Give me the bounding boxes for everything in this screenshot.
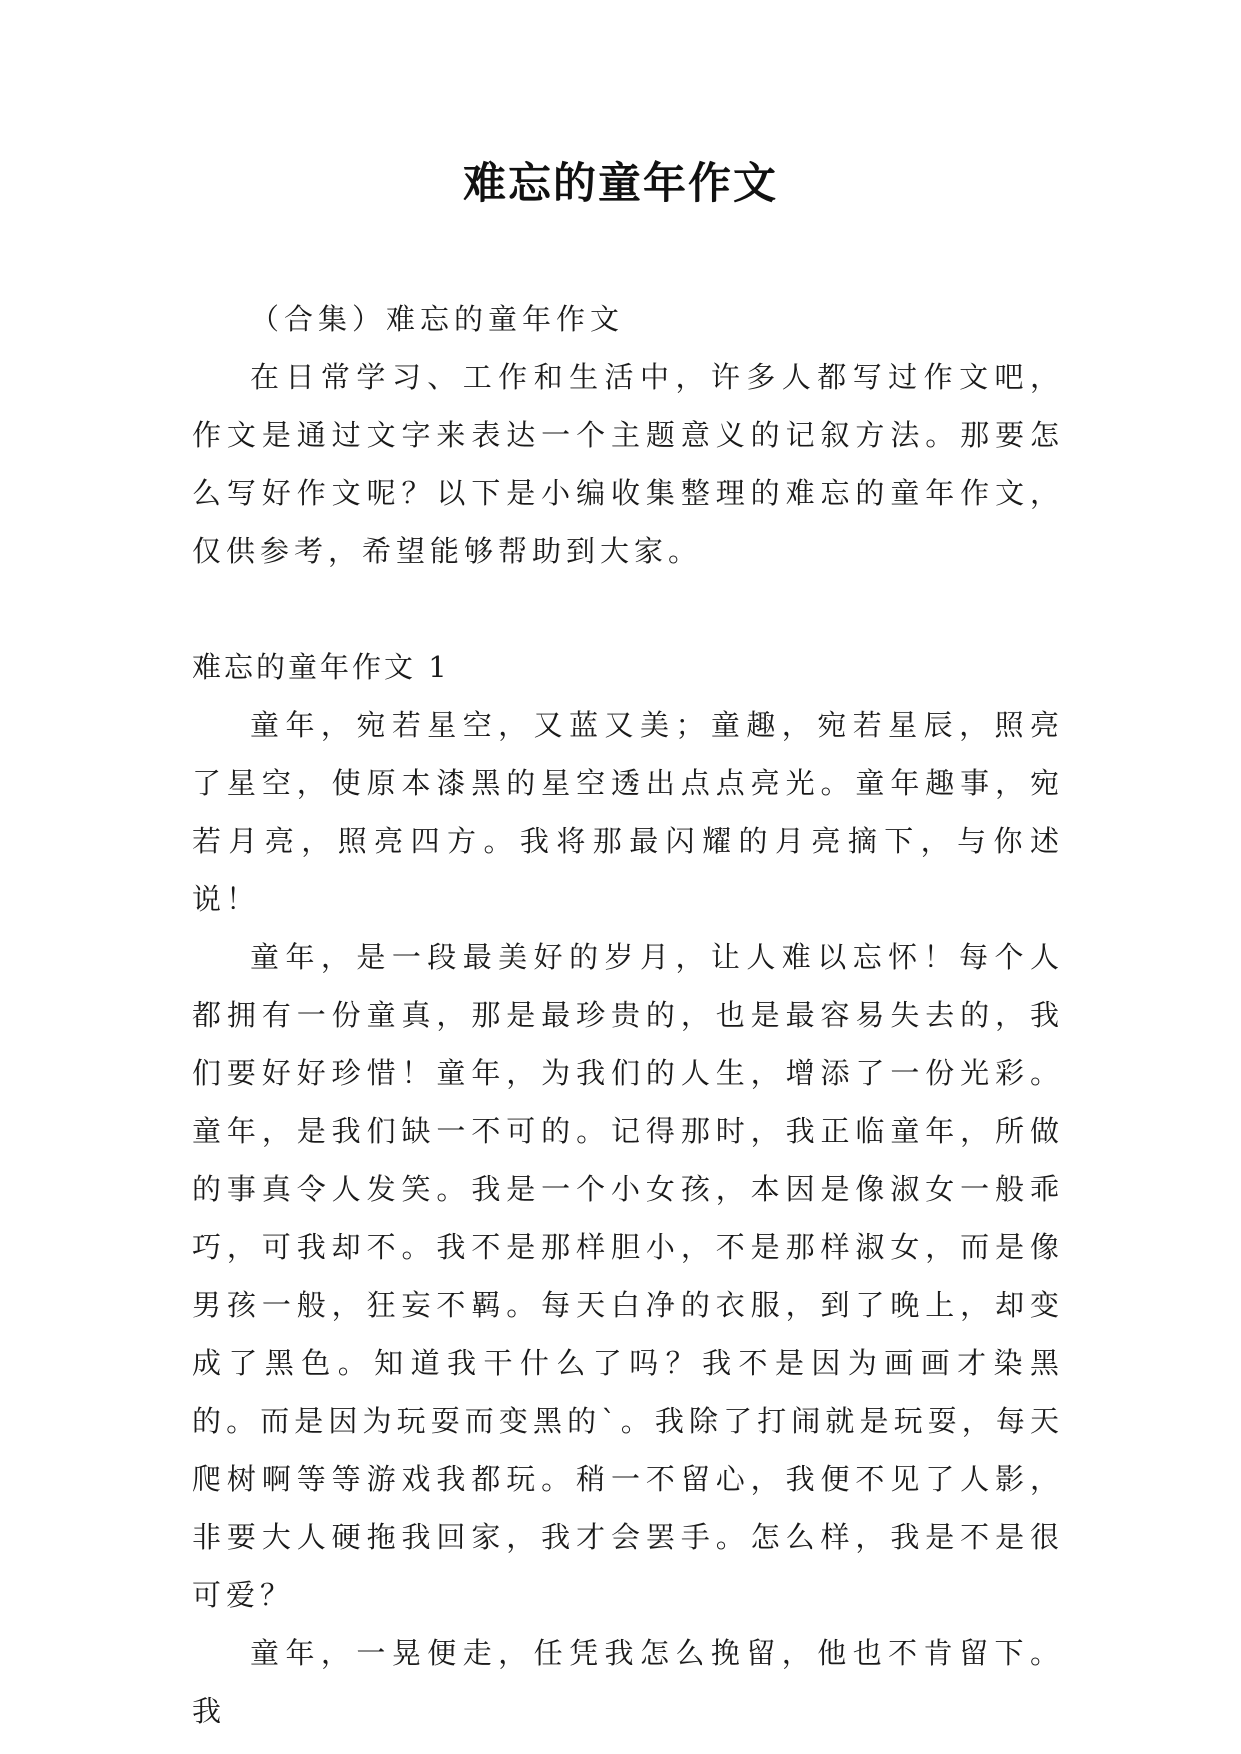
subtitle-line: （合集）难忘的童年作文 bbox=[250, 302, 625, 336]
body-paragraph-2: 童年，是一段最美好的岁月，让人难以忘怀！每个人都拥有一份童真，那是最珍贵的，也是最容易失去的，我们要好好珍惜！童年，为我们的人生，增添了一份光彩。童年，是我们缺一不可的。记得那时，我正临童年，所做的事真令人发笑。我是一个小女孩，本因是像淑女一般乖巧，可我却不。我不是那样胆小，不是那样淑女，而是像男孩一般，狂妄不羁。每天白净的衣服，到了晚上，却变成了黑色。知道我干什么了吗？我不是因为画画才染黑的。而是因为玩耍而变黑的`。我除了打闹就是玩耍，每天爬树啊等等游戏我都玩。稍一不留心，我便不见了人影，非要大人硬拖我回家，我才会罢手。怎么样，我是不是很可爱？ bbox=[192, 940, 1064, 1612]
document-body bbox=[192, 290, 1064, 1740]
intro-paragraph: 在日常学习、工作和生活中，许多人都写过作文吧，作文是通过文字来表达一个主题意义的记叙方法。那要怎么写好作文呢？以下是小编收集整理的难忘的童年作文，仅供参考，希望能够帮助到大家。 bbox=[192, 360, 1064, 568]
document-title: 难忘的童年作文 bbox=[463, 159, 778, 209]
section-spacer bbox=[192, 580, 1064, 638]
body-paragraph-3: 童年，一晃便走，任凭我怎么挽留，他也不肯留下。我 bbox=[192, 1636, 1064, 1728]
body-paragraph-1: 童年，宛若星空，又蓝又美；童趣，宛若星辰，照亮了星空，使原本漆黑的星空透出点点亮光。童年趣事，宛若月亮，照亮四方。我将那最闪耀的月亮摘下，与你述说！ bbox=[192, 708, 1064, 916]
section-heading: 难忘的童年作文 1 bbox=[192, 650, 450, 684]
